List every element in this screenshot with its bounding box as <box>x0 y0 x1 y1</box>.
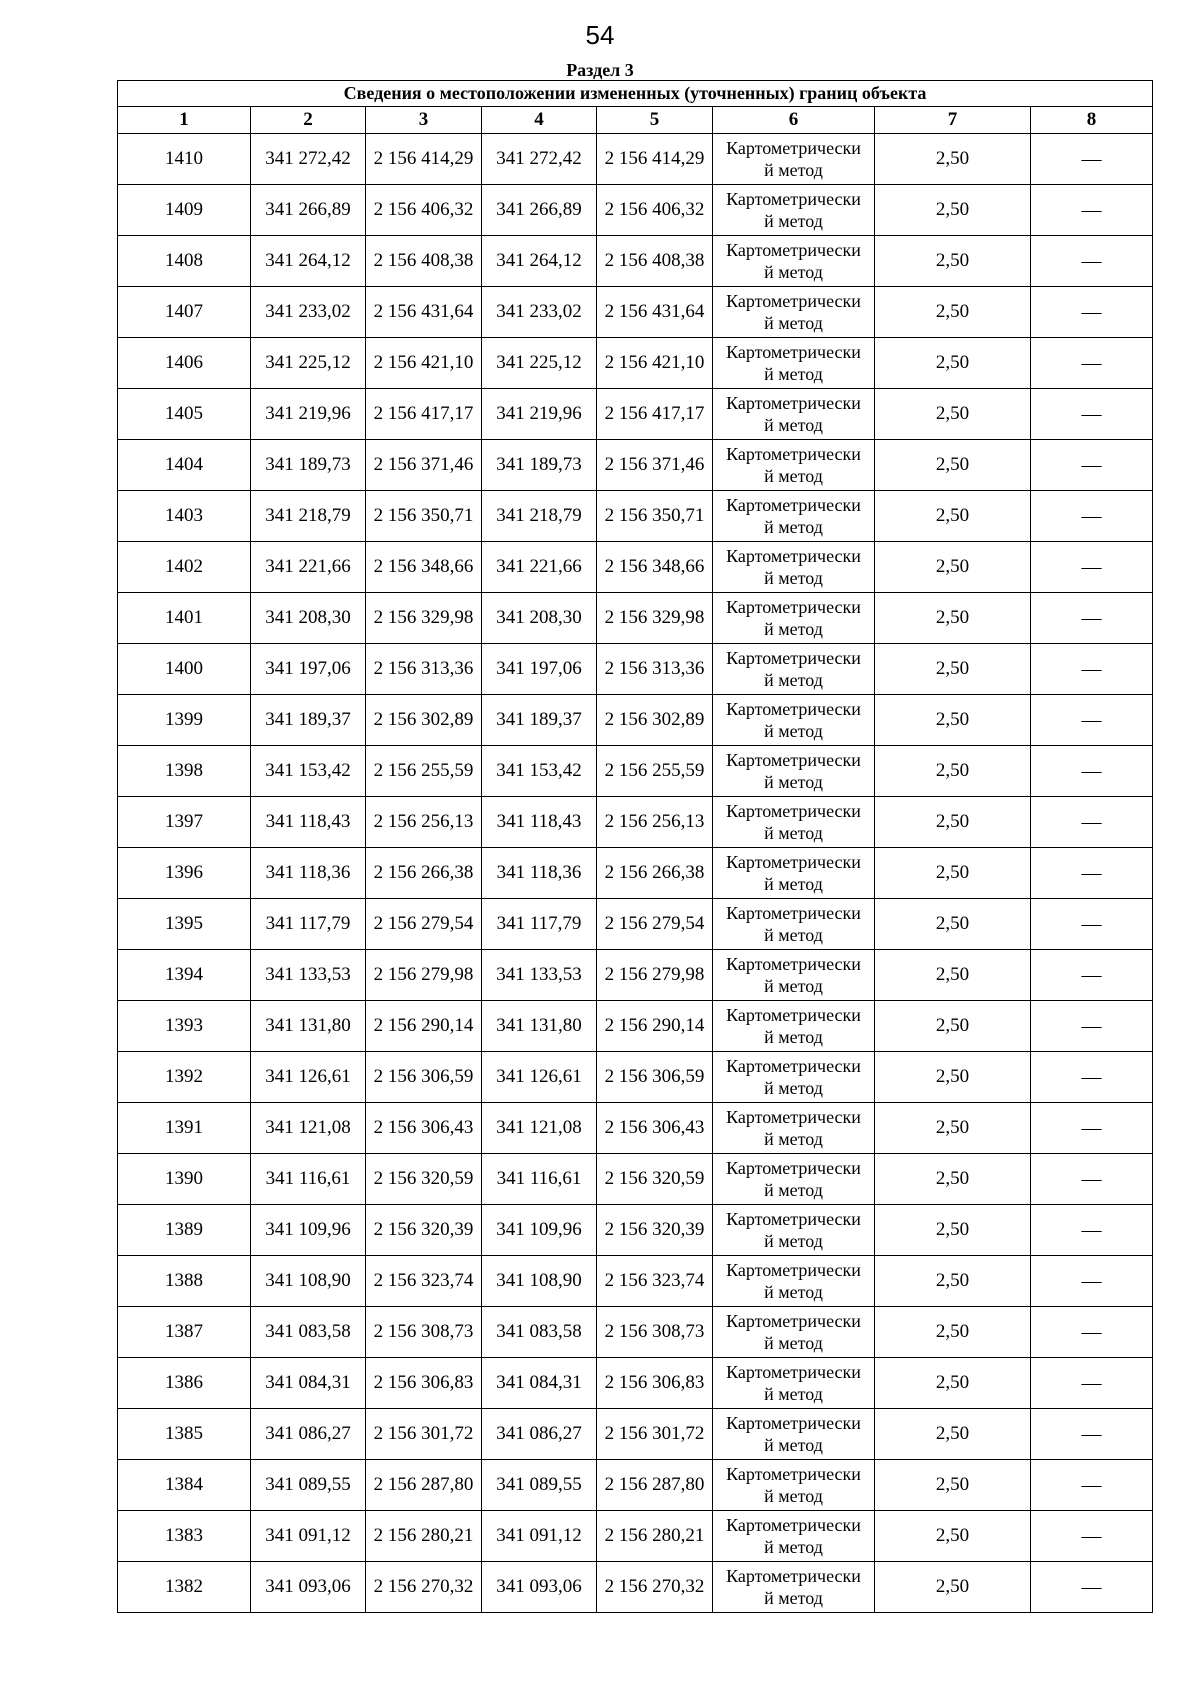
accuracy-cell: 2,50 <box>875 797 1031 848</box>
y-updated-cell: 2 156 350,71 <box>597 491 713 542</box>
y-existing-cell: 2 156 371,46 <box>366 440 482 491</box>
note-cell: — <box>1031 1154 1153 1205</box>
point-number-cell: 1404 <box>118 440 251 491</box>
x-updated-cell: 341 083,58 <box>482 1307 597 1358</box>
note-cell: — <box>1031 1205 1153 1256</box>
note-cell: — <box>1031 185 1153 236</box>
point-number-cell: 1383 <box>118 1511 251 1562</box>
y-existing-cell: 2 156 270,32 <box>366 1562 482 1613</box>
point-number-cell: 1408 <box>118 236 251 287</box>
note-cell: — <box>1031 1103 1153 1154</box>
boundary-coordinates-table <box>117 80 1153 1613</box>
point-number-cell: 1386 <box>118 1358 251 1409</box>
y-existing-cell: 2 156 280,21 <box>366 1511 482 1562</box>
y-existing-cell: 2 156 266,38 <box>366 848 482 899</box>
point-number-cell: 1397 <box>118 797 251 848</box>
x-updated-cell: 341 131,80 <box>482 1001 597 1052</box>
y-updated-cell: 2 156 280,21 <box>597 1511 713 1562</box>
note-cell: — <box>1031 1307 1153 1358</box>
table-caption-row <box>118 81 1153 107</box>
table-row <box>118 287 1153 338</box>
x-updated-cell: 341 189,37 <box>482 695 597 746</box>
note-cell: — <box>1031 1460 1153 1511</box>
column-number-7: 7 <box>875 107 1031 134</box>
note-cell: — <box>1031 491 1153 542</box>
note-cell: — <box>1031 134 1153 185</box>
x-existing-cell: 341 093,06 <box>251 1562 366 1613</box>
method-cell: Картометрически й метод <box>713 950 875 1001</box>
y-existing-cell: 2 156 287,80 <box>366 1460 482 1511</box>
y-updated-cell: 2 156 323,74 <box>597 1256 713 1307</box>
x-updated-cell: 341 121,08 <box>482 1103 597 1154</box>
y-updated-cell: 2 156 306,43 <box>597 1103 713 1154</box>
note-cell: — <box>1031 1358 1153 1409</box>
y-updated-cell: 2 156 313,36 <box>597 644 713 695</box>
y-existing-cell: 2 156 255,59 <box>366 746 482 797</box>
x-existing-cell: 341 083,58 <box>251 1307 366 1358</box>
table-row <box>118 1001 1153 1052</box>
x-updated-cell: 341 117,79 <box>482 899 597 950</box>
note-cell: — <box>1031 542 1153 593</box>
accuracy-cell: 2,50 <box>875 287 1031 338</box>
x-existing-cell: 341 218,79 <box>251 491 366 542</box>
note-cell: — <box>1031 440 1153 491</box>
accuracy-cell: 2,50 <box>875 950 1031 1001</box>
x-updated-cell: 341 266,89 <box>482 185 597 236</box>
y-updated-cell: 2 156 306,59 <box>597 1052 713 1103</box>
y-existing-cell: 2 156 290,14 <box>366 1001 482 1052</box>
x-existing-cell: 341 219,96 <box>251 389 366 440</box>
y-existing-cell: 2 156 408,38 <box>366 236 482 287</box>
point-number-cell: 1401 <box>118 593 251 644</box>
method-cell: Картометрически й метод <box>713 1103 875 1154</box>
point-number-cell: 1395 <box>118 899 251 950</box>
method-cell: Картометрически й метод <box>713 899 875 950</box>
accuracy-cell: 2,50 <box>875 1358 1031 1409</box>
y-existing-cell: 2 156 279,54 <box>366 899 482 950</box>
point-number-cell: 1393 <box>118 1001 251 1052</box>
x-updated-cell: 341 091,12 <box>482 1511 597 1562</box>
note-cell: — <box>1031 1256 1153 1307</box>
accuracy-cell: 2,50 <box>875 491 1031 542</box>
x-updated-cell: 341 208,30 <box>482 593 597 644</box>
point-number-cell: 1406 <box>118 338 251 389</box>
point-number-cell: 1385 <box>118 1409 251 1460</box>
point-number-cell: 1384 <box>118 1460 251 1511</box>
table-row <box>118 338 1153 389</box>
note-cell: — <box>1031 746 1153 797</box>
method-cell: Картометрически й метод <box>713 593 875 644</box>
y-updated-cell: 2 156 290,14 <box>597 1001 713 1052</box>
accuracy-cell: 2,50 <box>875 1307 1031 1358</box>
accuracy-cell: 2,50 <box>875 1409 1031 1460</box>
note-cell: — <box>1031 848 1153 899</box>
note-cell: — <box>1031 1052 1153 1103</box>
accuracy-cell: 2,50 <box>875 899 1031 950</box>
x-updated-cell: 341 089,55 <box>482 1460 597 1511</box>
method-cell: Картометрически й метод <box>713 1256 875 1307</box>
accuracy-cell: 2,50 <box>875 1001 1031 1052</box>
table-row <box>118 1256 1153 1307</box>
point-number-cell: 1390 <box>118 1154 251 1205</box>
x-existing-cell: 341 116,61 <box>251 1154 366 1205</box>
point-number-cell: 1398 <box>118 746 251 797</box>
y-updated-cell: 2 156 256,13 <box>597 797 713 848</box>
point-number-cell: 1410 <box>118 134 251 185</box>
accuracy-cell: 2,50 <box>875 1205 1031 1256</box>
method-cell: Картометрически й метод <box>713 1511 875 1562</box>
table-row <box>118 1205 1153 1256</box>
y-existing-cell: 2 156 323,74 <box>366 1256 482 1307</box>
x-existing-cell: 341 108,90 <box>251 1256 366 1307</box>
point-number-cell: 1396 <box>118 848 251 899</box>
note-cell: — <box>1031 950 1153 1001</box>
accuracy-cell: 2,50 <box>875 1562 1031 1613</box>
column-number-2: 2 <box>251 107 366 134</box>
table-row <box>118 1103 1153 1154</box>
x-updated-cell: 341 189,73 <box>482 440 597 491</box>
x-existing-cell: 341 233,02 <box>251 287 366 338</box>
y-updated-cell: 2 156 279,98 <box>597 950 713 1001</box>
accuracy-cell: 2,50 <box>875 695 1031 746</box>
y-updated-cell: 2 156 371,46 <box>597 440 713 491</box>
y-existing-cell: 2 156 256,13 <box>366 797 482 848</box>
y-updated-cell: 2 156 421,10 <box>597 338 713 389</box>
note-cell: — <box>1031 236 1153 287</box>
method-cell: Картометрически й метод <box>713 1052 875 1103</box>
y-updated-cell: 2 156 417,17 <box>597 389 713 440</box>
x-existing-cell: 341 225,12 <box>251 338 366 389</box>
method-cell: Картометрически й метод <box>713 1562 875 1613</box>
y-existing-cell: 2 156 279,98 <box>366 950 482 1001</box>
table-row <box>118 1511 1153 1562</box>
x-updated-cell: 341 093,06 <box>482 1562 597 1613</box>
column-number-3: 3 <box>366 107 482 134</box>
table-row <box>118 950 1153 1001</box>
point-number-cell: 1387 <box>118 1307 251 1358</box>
x-updated-cell: 341 108,90 <box>482 1256 597 1307</box>
accuracy-cell: 2,50 <box>875 644 1031 695</box>
x-existing-cell: 341 118,36 <box>251 848 366 899</box>
table-row <box>118 1307 1153 1358</box>
method-cell: Картометрически й метод <box>713 848 875 899</box>
x-updated-cell: 341 221,66 <box>482 542 597 593</box>
table-row <box>118 899 1153 950</box>
x-existing-cell: 341 189,73 <box>251 440 366 491</box>
y-existing-cell: 2 156 306,59 <box>366 1052 482 1103</box>
x-existing-cell: 341 208,30 <box>251 593 366 644</box>
note-cell: — <box>1031 287 1153 338</box>
x-updated-cell: 341 219,96 <box>482 389 597 440</box>
point-number-cell: 1403 <box>118 491 251 542</box>
method-cell: Картометрически й метод <box>713 695 875 746</box>
x-existing-cell: 341 272,42 <box>251 134 366 185</box>
accuracy-cell: 2,50 <box>875 1103 1031 1154</box>
y-existing-cell: 2 156 406,32 <box>366 185 482 236</box>
method-cell: Картометрически й метод <box>713 287 875 338</box>
x-existing-cell: 341 084,31 <box>251 1358 366 1409</box>
x-updated-cell: 341 118,36 <box>482 848 597 899</box>
x-existing-cell: 341 131,80 <box>251 1001 366 1052</box>
method-cell: Картометрически й метод <box>713 1460 875 1511</box>
note-cell: — <box>1031 899 1153 950</box>
point-number-cell: 1399 <box>118 695 251 746</box>
method-cell: Картометрически й метод <box>713 644 875 695</box>
method-cell: Картометрически й метод <box>713 1154 875 1205</box>
y-existing-cell: 2 156 302,89 <box>366 695 482 746</box>
table-row <box>118 1358 1153 1409</box>
x-updated-cell: 341 116,61 <box>482 1154 597 1205</box>
table-row <box>118 1052 1153 1103</box>
y-updated-cell: 2 156 270,32 <box>597 1562 713 1613</box>
method-cell: Картометрически й метод <box>713 491 875 542</box>
note-cell: — <box>1031 1511 1153 1562</box>
x-existing-cell: 341 221,66 <box>251 542 366 593</box>
accuracy-cell: 2,50 <box>875 1511 1031 1562</box>
x-updated-cell: 341 126,61 <box>482 1052 597 1103</box>
column-number-8: 8 <box>1031 107 1153 134</box>
point-number-cell: 1392 <box>118 1052 251 1103</box>
table-row <box>118 593 1153 644</box>
table-row <box>118 236 1153 287</box>
note-cell: — <box>1031 338 1153 389</box>
table-row <box>118 389 1153 440</box>
y-updated-cell: 2 156 301,72 <box>597 1409 713 1460</box>
table-row <box>118 1460 1153 1511</box>
x-existing-cell: 341 086,27 <box>251 1409 366 1460</box>
method-cell: Картометрически й метод <box>713 440 875 491</box>
x-existing-cell: 341 091,12 <box>251 1511 366 1562</box>
x-existing-cell: 341 153,42 <box>251 746 366 797</box>
method-cell: Картометрически й метод <box>713 1205 875 1256</box>
accuracy-cell: 2,50 <box>875 1460 1031 1511</box>
point-number-cell: 1389 <box>118 1205 251 1256</box>
x-updated-cell: 341 264,12 <box>482 236 597 287</box>
y-existing-cell: 2 156 414,29 <box>366 134 482 185</box>
note-cell: — <box>1031 593 1153 644</box>
x-existing-cell: 341 189,37 <box>251 695 366 746</box>
accuracy-cell: 2,50 <box>875 1154 1031 1205</box>
y-updated-cell: 2 156 266,38 <box>597 848 713 899</box>
x-updated-cell: 341 084,31 <box>482 1358 597 1409</box>
x-updated-cell: 341 109,96 <box>482 1205 597 1256</box>
x-existing-cell: 341 266,89 <box>251 185 366 236</box>
method-cell: Картометрически й метод <box>713 1358 875 1409</box>
table-row <box>118 542 1153 593</box>
y-existing-cell: 2 156 348,66 <box>366 542 482 593</box>
column-number-1: 1 <box>118 107 251 134</box>
y-existing-cell: 2 156 320,59 <box>366 1154 482 1205</box>
y-existing-cell: 2 156 306,43 <box>366 1103 482 1154</box>
accuracy-cell: 2,50 <box>875 389 1031 440</box>
method-cell: Картометрически й метод <box>713 797 875 848</box>
y-updated-cell: 2 156 408,38 <box>597 236 713 287</box>
y-updated-cell: 2 156 329,98 <box>597 593 713 644</box>
table-row <box>118 797 1153 848</box>
column-number-4: 4 <box>482 107 597 134</box>
method-cell: Картометрически й метод <box>713 1307 875 1358</box>
y-updated-cell: 2 156 306,83 <box>597 1358 713 1409</box>
y-existing-cell: 2 156 301,72 <box>366 1409 482 1460</box>
y-updated-cell: 2 156 431,64 <box>597 287 713 338</box>
x-existing-cell: 341 133,53 <box>251 950 366 1001</box>
accuracy-cell: 2,50 <box>875 185 1031 236</box>
y-existing-cell: 2 156 329,98 <box>366 593 482 644</box>
y-updated-cell: 2 156 302,89 <box>597 695 713 746</box>
y-updated-cell: 2 156 308,73 <box>597 1307 713 1358</box>
column-number-6: 6 <box>713 107 875 134</box>
note-cell: — <box>1031 695 1153 746</box>
table-row <box>118 185 1153 236</box>
method-cell: Картометрически й метод <box>713 389 875 440</box>
table-row <box>118 1409 1153 1460</box>
point-number-cell: 1388 <box>118 1256 251 1307</box>
y-existing-cell: 2 156 350,71 <box>366 491 482 542</box>
x-existing-cell: 341 264,12 <box>251 236 366 287</box>
x-existing-cell: 341 118,43 <box>251 797 366 848</box>
y-updated-cell: 2 156 279,54 <box>597 899 713 950</box>
table-row <box>118 440 1153 491</box>
column-number-row <box>118 107 1153 134</box>
accuracy-cell: 2,50 <box>875 134 1031 185</box>
x-updated-cell: 341 272,42 <box>482 134 597 185</box>
y-updated-cell: 2 156 255,59 <box>597 746 713 797</box>
y-updated-cell: 2 156 414,29 <box>597 134 713 185</box>
x-existing-cell: 341 121,08 <box>251 1103 366 1154</box>
x-updated-cell: 341 197,06 <box>482 644 597 695</box>
accuracy-cell: 2,50 <box>875 848 1031 899</box>
accuracy-cell: 2,50 <box>875 542 1031 593</box>
table-row <box>118 491 1153 542</box>
accuracy-cell: 2,50 <box>875 1256 1031 1307</box>
point-number-cell: 1382 <box>118 1562 251 1613</box>
y-existing-cell: 2 156 313,36 <box>366 644 482 695</box>
y-existing-cell: 2 156 417,17 <box>366 389 482 440</box>
point-number-cell: 1400 <box>118 644 251 695</box>
page-number: 54 <box>585 20 615 50</box>
x-existing-cell: 341 197,06 <box>251 644 366 695</box>
y-updated-cell: 2 156 348,66 <box>597 542 713 593</box>
point-number-cell: 1391 <box>118 1103 251 1154</box>
note-cell: — <box>1031 389 1153 440</box>
y-existing-cell: 2 156 320,39 <box>366 1205 482 1256</box>
accuracy-cell: 2,50 <box>875 236 1031 287</box>
x-existing-cell: 341 109,96 <box>251 1205 366 1256</box>
method-cell: Картометрически й метод <box>713 1001 875 1052</box>
column-number-5: 5 <box>597 107 713 134</box>
method-cell: Картометрически й метод <box>713 746 875 797</box>
x-updated-cell: 341 225,12 <box>482 338 597 389</box>
method-cell: Картометрически й метод <box>713 338 875 389</box>
note-cell: — <box>1031 644 1153 695</box>
y-updated-cell: 2 156 320,39 <box>597 1205 713 1256</box>
table-row <box>118 644 1153 695</box>
y-existing-cell: 2 156 431,64 <box>366 287 482 338</box>
point-number-cell: 1405 <box>118 389 251 440</box>
table-body <box>118 134 1153 1613</box>
x-updated-cell: 341 086,27 <box>482 1409 597 1460</box>
x-existing-cell: 341 117,79 <box>251 899 366 950</box>
y-existing-cell: 2 156 308,73 <box>366 1307 482 1358</box>
accuracy-cell: 2,50 <box>875 1052 1031 1103</box>
y-updated-cell: 2 156 406,32 <box>597 185 713 236</box>
table-row <box>118 134 1153 185</box>
y-existing-cell: 2 156 306,83 <box>366 1358 482 1409</box>
x-updated-cell: 341 133,53 <box>482 950 597 1001</box>
accuracy-cell: 2,50 <box>875 440 1031 491</box>
note-cell: — <box>1031 1562 1153 1613</box>
method-cell: Картометрически й метод <box>713 542 875 593</box>
point-number-cell: 1394 <box>118 950 251 1001</box>
y-updated-cell: 2 156 320,59 <box>597 1154 713 1205</box>
accuracy-cell: 2,50 <box>875 593 1031 644</box>
accuracy-cell: 2,50 <box>875 746 1031 797</box>
method-cell: Картометрически й метод <box>713 185 875 236</box>
table-row <box>118 1562 1153 1613</box>
section-title: Раздел 3 <box>566 60 634 80</box>
note-cell: — <box>1031 1001 1153 1052</box>
point-number-cell: 1407 <box>118 287 251 338</box>
note-cell: — <box>1031 797 1153 848</box>
x-existing-cell: 341 089,55 <box>251 1460 366 1511</box>
x-updated-cell: 341 153,42 <box>482 746 597 797</box>
y-updated-cell: 2 156 287,80 <box>597 1460 713 1511</box>
x-updated-cell: 341 218,79 <box>482 491 597 542</box>
method-cell: Картометрически й метод <box>713 236 875 287</box>
note-cell: — <box>1031 1409 1153 1460</box>
table-row <box>118 1154 1153 1205</box>
method-cell: Картометрически й метод <box>713 1409 875 1460</box>
table-row <box>118 848 1153 899</box>
x-existing-cell: 341 126,61 <box>251 1052 366 1103</box>
table-row <box>118 695 1153 746</box>
method-cell: Картометрически й метод <box>713 134 875 185</box>
point-number-cell: 1409 <box>118 185 251 236</box>
table-row <box>118 746 1153 797</box>
accuracy-cell: 2,50 <box>875 338 1031 389</box>
y-existing-cell: 2 156 421,10 <box>366 338 482 389</box>
x-updated-cell: 341 233,02 <box>482 287 597 338</box>
point-number-cell: 1402 <box>118 542 251 593</box>
x-updated-cell: 341 118,43 <box>482 797 597 848</box>
table-caption: Сведения о местоположении измененных (уточненных) границ объекта <box>118 81 1153 107</box>
